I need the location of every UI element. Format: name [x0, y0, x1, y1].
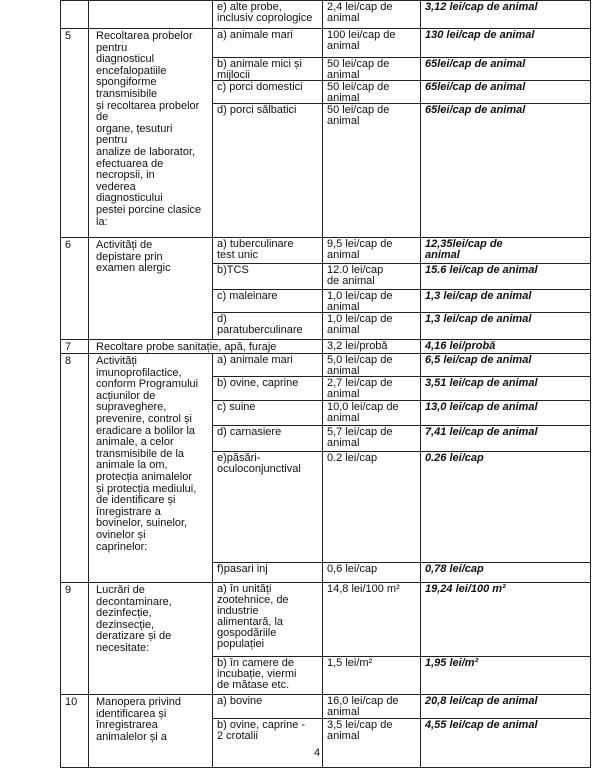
- current-tariff: 50 lei/cap de animal: [327, 81, 390, 104]
- row-number: 5: [65, 30, 72, 42]
- current-tariff: 12.0 lei/cap de animal: [327, 264, 384, 287]
- item-label: b)TCS: [217, 264, 249, 276]
- new-tariff: 65lei/cap de animal: [425, 81, 526, 93]
- table-rule: [590, 0, 591, 28]
- new-tariff: 20,8 lei/cap de animal: [425, 695, 538, 707]
- table-rule: [60, 339, 61, 353]
- table-rule: [212, 562, 590, 563]
- new-tariff: 19,24 lei/100 m²: [425, 583, 506, 595]
- table-rule: [88, 582, 89, 694]
- table-rule: [88, 237, 89, 339]
- item-label: b) ovine, caprine - 2 crotalii: [217, 719, 306, 742]
- table-rule: [60, 353, 61, 582]
- table-rule: [60, 237, 61, 339]
- item-label: a) în unități zootehnice, de industrie alimentară, la gospodăriile populației: [217, 583, 289, 650]
- new-tariff: 12,35lei/cap de animal: [425, 238, 503, 261]
- table-rule: [60, 339, 590, 340]
- new-tariff: 1,3 lei/cap de animal: [425, 290, 532, 302]
- item-label: d) carnasiere: [217, 426, 282, 438]
- item-label: c) maleinare: [217, 290, 278, 302]
- current-tariff: 3,5 lei/cap de animal: [327, 719, 393, 742]
- item-label: d) porci sălbatici: [217, 104, 297, 116]
- table-rule: [590, 582, 591, 694]
- current-tariff: 5,7 lei/cap de animal: [327, 426, 393, 449]
- current-tariff: 1,0 lei/cap de animal: [327, 290, 393, 313]
- item-label: b) animale mici și mijlocii: [217, 58, 302, 81]
- table-rule: [420, 28, 421, 237]
- table-rule: [212, 28, 213, 237]
- table-rule: [60, 694, 61, 768]
- current-tariff: 16,0 lei/cap de animal: [327, 695, 399, 718]
- current-tariff: 0,6 lei/cap: [327, 563, 378, 575]
- new-tariff: 13,0 lei/cap de animal: [425, 401, 538, 413]
- table-rule: [212, 451, 590, 452]
- table-rule: [420, 0, 421, 28]
- current-tariff: 2,4 lei/cap de animal: [327, 1, 393, 24]
- table-rule: [60, 582, 61, 694]
- page-number: 4: [314, 747, 321, 759]
- current-tariff: 5,0 lei/cap de animal: [327, 354, 393, 377]
- table-rule: [420, 353, 421, 582]
- current-tariff: 1,0 lei/cap de animal: [327, 313, 393, 336]
- new-tariff: 65lei/cap de animal: [425, 58, 526, 70]
- row-number: 8: [65, 355, 72, 367]
- new-tariff: 3,51 lei/cap de animal: [425, 377, 538, 389]
- table-rule: [60, 237, 590, 238]
- new-tariff: 130 lei/cap de animal: [425, 29, 535, 41]
- table-rule: [212, 312, 590, 313]
- current-tariff: 14,8 lei/100 m²: [327, 583, 400, 595]
- table-rule: [590, 353, 591, 582]
- activity-description: Recoltare probe sanitație, apă, furaje: [96, 341, 277, 353]
- row-number: 10: [65, 696, 78, 708]
- table-rule: [590, 28, 591, 237]
- current-tariff: 1,5 lei/m²: [327, 657, 373, 669]
- new-tariff: 0,78 lei/cap: [425, 563, 484, 575]
- item-label: b) ovine, caprine: [217, 377, 299, 389]
- new-tariff: 4,55 lei/cap de animal: [425, 719, 538, 731]
- item-label: e)păsări- oculoconjunctival: [217, 452, 301, 475]
- table-rule: [88, 339, 89, 353]
- table-rule: [420, 237, 421, 339]
- new-tariff: 3,12 lei/cap de animal: [425, 1, 538, 13]
- table-rule: [420, 582, 421, 694]
- item-label: c) suine: [217, 401, 256, 413]
- activity-description: Activități de depistare prin examen alergic: [96, 239, 171, 275]
- table-rule: [590, 339, 591, 353]
- current-tariff: 0.2 lei/cap: [327, 452, 378, 464]
- table-rule: [322, 237, 323, 339]
- new-tariff: 0.26 lei/cap: [425, 452, 484, 464]
- table-rule: [322, 339, 323, 353]
- new-tariff: 6,5 lei/cap de animal: [425, 354, 532, 366]
- activity-description: Lucrări de decontaminare, dezinfecție, dezinsecție, deratizare și de necesitate:: [96, 584, 172, 654]
- item-label: a) tuberculinare test unic: [217, 238, 294, 261]
- item-label: c) porci domestici: [217, 81, 303, 93]
- table-rule: [88, 353, 89, 582]
- table-rule: [212, 694, 213, 768]
- new-tariff: 65lei/cap de animal: [425, 104, 526, 116]
- table-rule: [420, 339, 421, 353]
- table-rule: [420, 694, 421, 768]
- item-label: e) alte probe, inclusiv coprologice: [217, 1, 313, 24]
- current-tariff: 10,0 lei/cap de animal: [327, 401, 399, 424]
- table-rule: [322, 353, 323, 582]
- table-rule: [212, 582, 213, 694]
- item-label: a) animale mari: [217, 29, 293, 41]
- activity-description: Activități imunoprofilactice, conform Programului acțiunilor de supraveghere, prevenire, control și eradicare a bolilor la animale, a celor transmisibile de la animale la om, protecția animalelor și protecția mediului, de identificare și înregistrare a bovinelor, suinelor, ovinelor și caprinelor:: [96, 355, 199, 553]
- new-tariff: 7,41 lei/cap de animal: [425, 426, 538, 438]
- table-rule: [322, 0, 323, 28]
- row-number: 7: [65, 341, 72, 353]
- table-rule: [60, 582, 590, 583]
- item-label: a) bovine: [217, 695, 263, 707]
- activity-description: Recoltarea probelor pentru diagnosticul encefalopatiile spongiforme transmisibile și recoltarea probelor de organe, țesuturi pentru analize de laborator, efectuarea de necropsii, in vederea diagnosticului pestei porcine clasice la:: [96, 30, 202, 228]
- table-rule: [60, 0, 61, 28]
- item-label: a) animale mari: [217, 354, 293, 366]
- table-rule: [590, 694, 591, 768]
- row-number: 9: [65, 584, 72, 596]
- new-tariff: 1,95 lei/m²: [425, 657, 479, 669]
- table-rule: [322, 582, 323, 694]
- current-tariff: 50 lei/cap de animal: [327, 58, 390, 81]
- current-tariff: 3,2 lei/probă: [327, 340, 388, 352]
- item-label: d) paratuberculinare: [217, 313, 303, 336]
- current-tariff: 9,5 lei/cap de animal: [327, 238, 393, 261]
- table-rule: [322, 694, 323, 768]
- table-rule: [88, 28, 89, 237]
- table-rule: [212, 0, 213, 28]
- current-tariff: 50 lei/cap de animal: [327, 104, 390, 127]
- table-rule: [590, 237, 591, 339]
- table-rule: [88, 694, 89, 768]
- row-number: 6: [65, 239, 72, 251]
- table-rule: [88, 0, 89, 28]
- current-tariff: 100 lei/cap de animal: [327, 29, 396, 52]
- new-tariff: 15.6 lei/cap de animal: [425, 264, 538, 276]
- item-label: f)pasari inj: [217, 563, 268, 575]
- table-rule: [60, 28, 61, 237]
- activity-description: Manopera privind identificarea și înregistrarea animalelor și a: [96, 696, 181, 743]
- new-tariff: 4,16 lei/probă: [425, 340, 496, 352]
- current-tariff: 2,7 lei/cap de animal: [327, 377, 393, 400]
- table-rule: [322, 28, 323, 237]
- table-rule: [212, 353, 213, 582]
- table-rule: [212, 237, 213, 339]
- item-label: b) în camere de incubație, viermi de mătase etc.: [217, 657, 297, 691]
- new-tariff: 1,3 lei/cap de animal: [425, 313, 532, 325]
